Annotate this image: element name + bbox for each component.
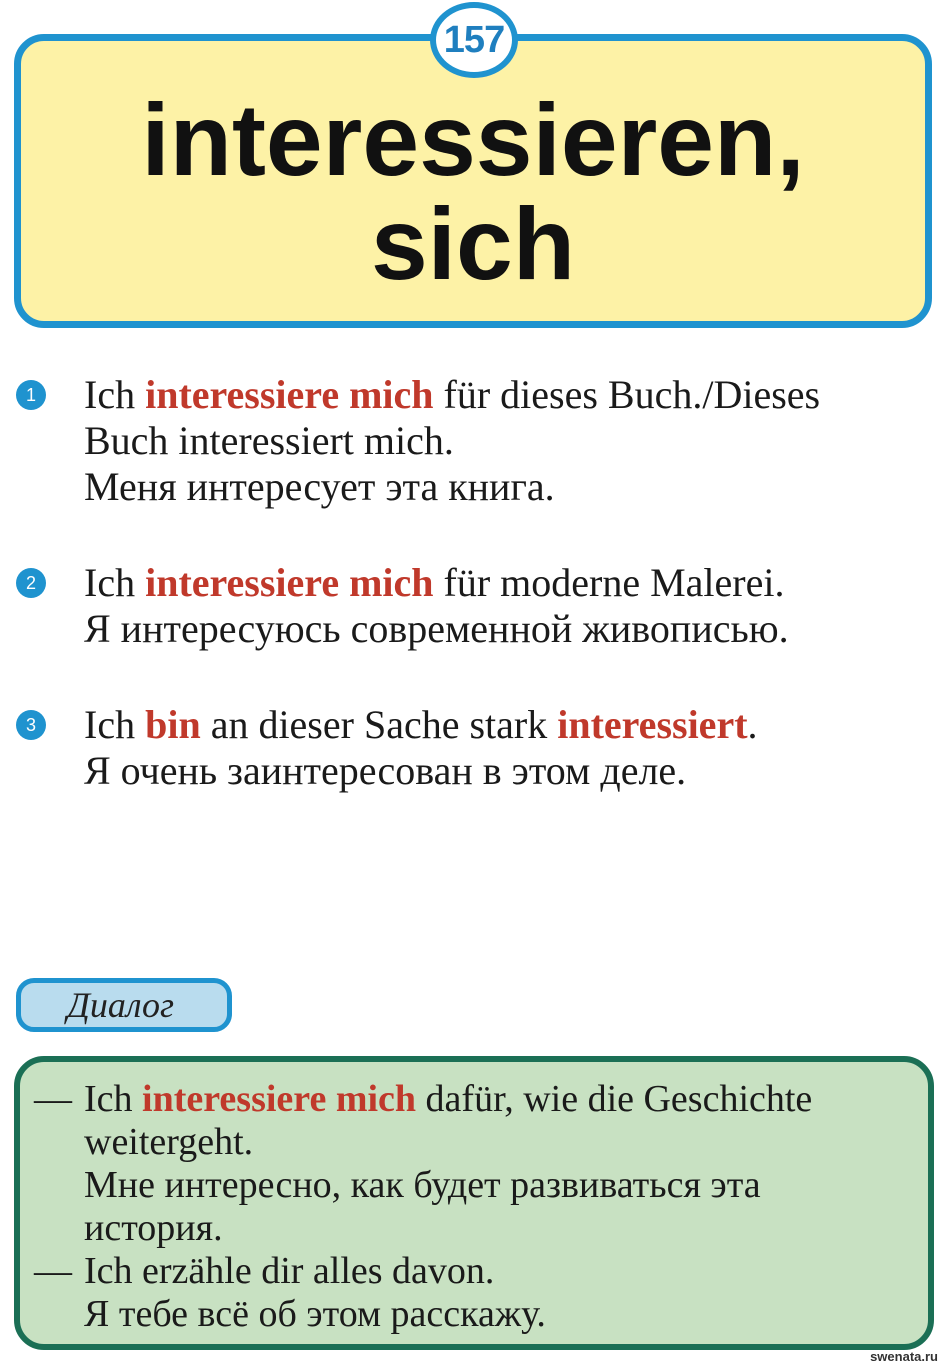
example-number-1: 1 bbox=[16, 380, 46, 410]
dialog-line-4: история. bbox=[84, 1207, 223, 1249]
example-number-3: 3 bbox=[16, 710, 46, 740]
highlighted-verb: bin bbox=[145, 702, 201, 747]
dialog-line-3: Мне интересно, как будет развиваться эта bbox=[84, 1164, 761, 1206]
headword bbox=[14, 83, 932, 301]
dialog-dash-1: — bbox=[34, 1078, 72, 1120]
example-2 bbox=[84, 560, 904, 652]
example-3 bbox=[84, 702, 904, 794]
dialog-dash-2: — bbox=[34, 1250, 72, 1292]
highlighted-verb: interessiere mich bbox=[145, 560, 434, 605]
watermark: swenata.ru bbox=[870, 1349, 938, 1364]
headword-line-1: interessieren, bbox=[141, 83, 805, 197]
dialog-line-1: Ich interessiere mich dafür, wie die Geschichte bbox=[84, 1078, 813, 1120]
example-3-de: Ich bin an dieser Sache stark interessiert. bbox=[84, 702, 758, 747]
example-1 bbox=[84, 372, 904, 510]
highlighted-verb: interessiere mich bbox=[145, 372, 434, 417]
example-number-2: 2 bbox=[16, 568, 46, 598]
dialog-line-6: Я тебе всё об этом расскажу. bbox=[84, 1293, 546, 1335]
dialog-label: Диалог bbox=[16, 978, 232, 1032]
example-3-translation: Я очень заинтересован в этом деле. bbox=[84, 748, 687, 793]
dialog-line-5: Ich erzähle dir alles davon. bbox=[84, 1250, 495, 1292]
highlighted-participle: interessiert bbox=[557, 702, 748, 747]
example-1-de-line-2: Buch interessiert mich. bbox=[84, 418, 454, 463]
example-2-translation: Я интересуюсь современной живописью. bbox=[84, 606, 789, 651]
card-number-badge: 157 bbox=[430, 2, 518, 78]
highlighted-verb: interessiere mich bbox=[142, 1078, 417, 1120]
example-2-de: Ich interessiere mich für moderne Malerei. bbox=[84, 560, 785, 605]
headword-line-2: sich bbox=[370, 187, 576, 301]
example-1-translation: Меня интересует эта книга. bbox=[84, 464, 555, 509]
example-1-de-line-1: Ich interessiere mich für dieses Buch./Dieses bbox=[84, 372, 821, 417]
dialog-line-2: weitergeht. bbox=[84, 1121, 254, 1163]
